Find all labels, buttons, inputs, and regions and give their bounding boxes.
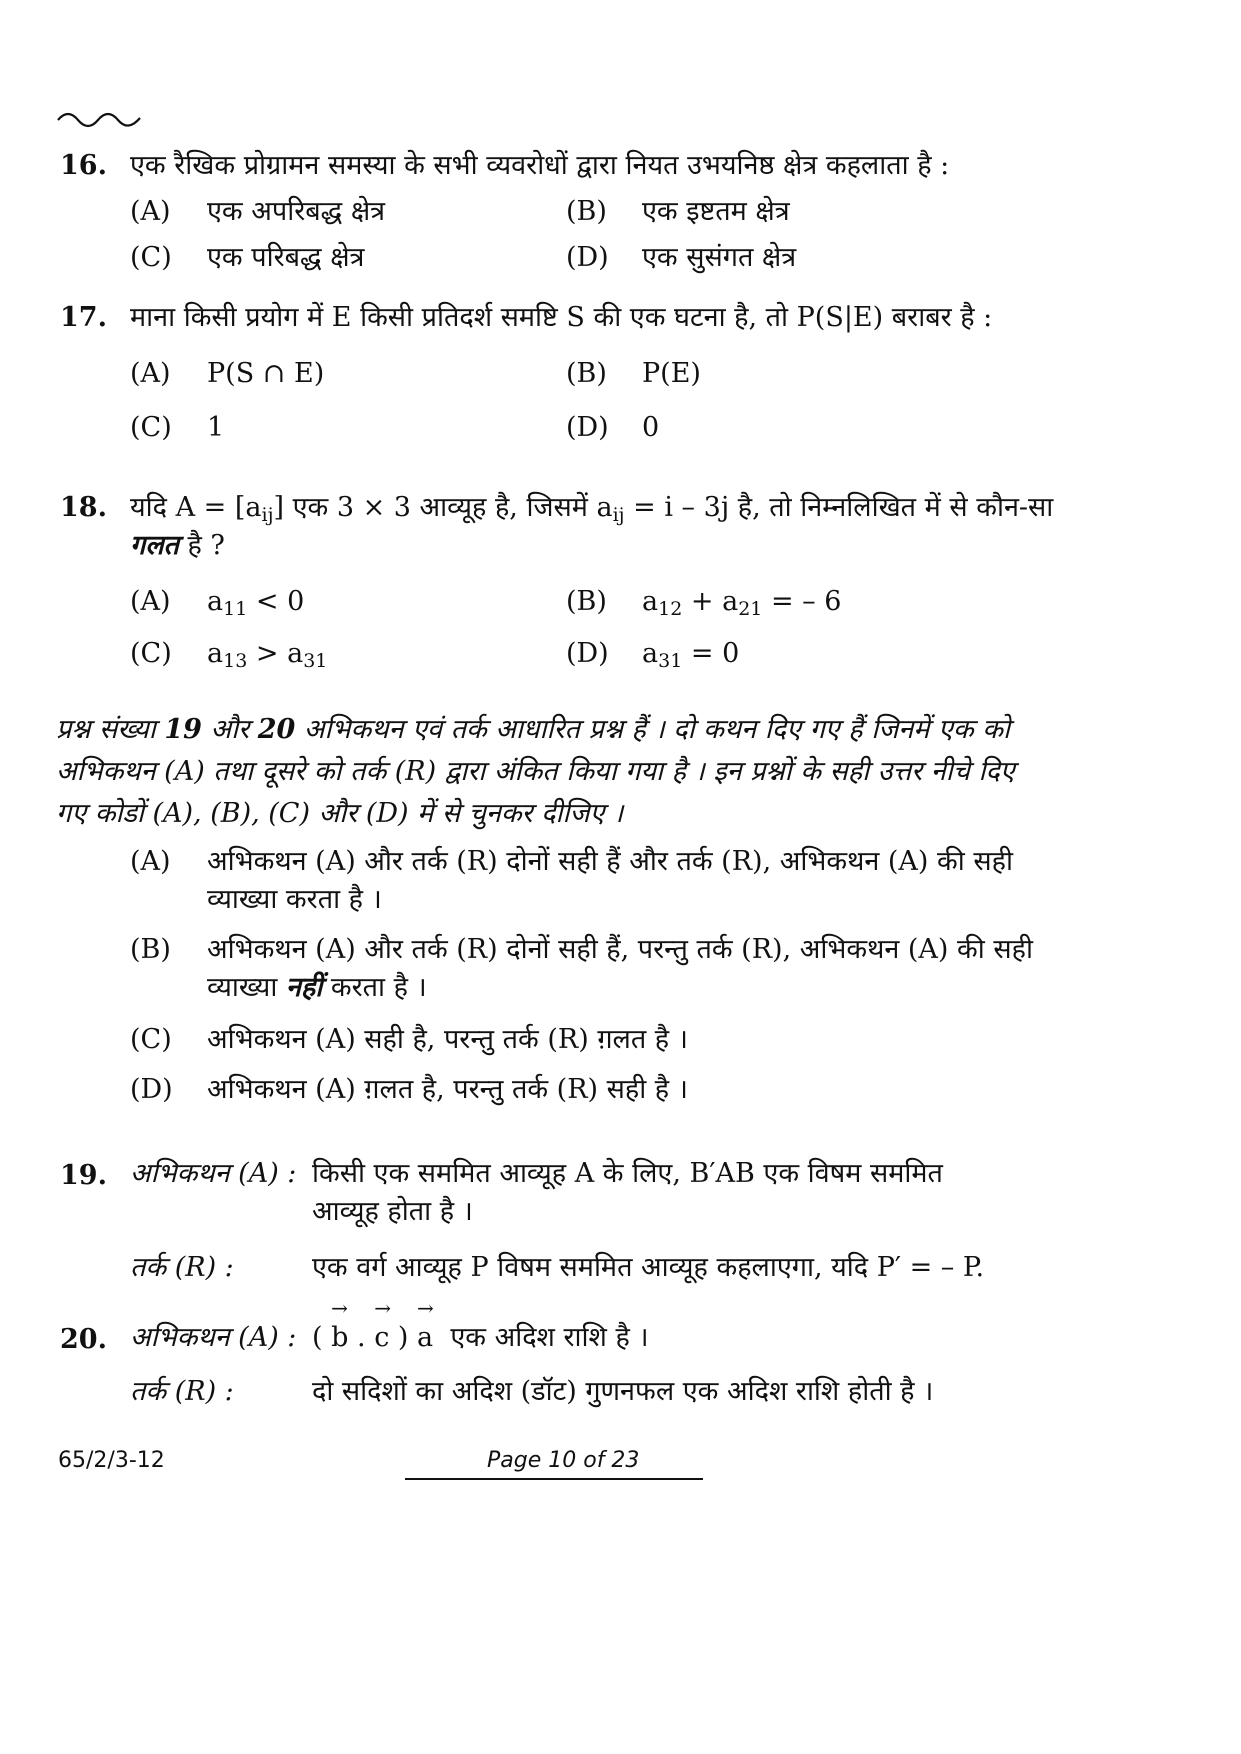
q20-reason-text: दो सदिशों का अदिश (डॉट) गुणनफल एक अदिश राशि होती है । [312, 1376, 934, 1407]
q16-option-d-text: एक सुसंगत क्षेत्र [642, 242, 797, 273]
q18-option-d-text: $a_{31} = 0$ [642, 638, 740, 672]
q16-option-b-label: (B) [566, 196, 607, 227]
q16-text: एक रैखिक प्रोग्रामन समस्या के सभी व्यवरोधों द्वारा नियत उभयनिष्ठ क्षेत्र कहलाता है : [130, 150, 950, 181]
q17-option-b-label: (B) [566, 358, 607, 389]
q19-number: 19. [60, 1160, 107, 1191]
paper-code: 65/2/3-12 [58, 1448, 165, 1473]
q17-option-b-text: P(E) [642, 358, 701, 389]
code-b-line1: अभिकथन (A) और तर्क (R) दोनों सही हैं, परन्तु तर्क (R), अभिकथन (A) की सही [207, 934, 1033, 965]
q18-number: 18. [60, 492, 107, 523]
q19-assertion-line2: आव्यूह होता है । [312, 1196, 473, 1227]
q18-option-c-text: $a_{13} > a_{31}$ [207, 638, 328, 672]
q16-number: 16. [60, 150, 107, 181]
q17-option-c-label: (C) [130, 412, 172, 443]
q18-option-b-text: $a_{12} + a_{21}$ = – 6 [642, 586, 842, 620]
vector-a: → a [417, 1320, 433, 1356]
code-b-label: (B) [130, 934, 171, 965]
q20-reason-label: तर्क (R) : [130, 1376, 234, 1407]
q20-number: 20. [60, 1324, 107, 1355]
q19-reason-text: एक वर्ग आव्यूह P विषम सममित आव्यूह कहलाएगा, यदि P′ = – P. [312, 1252, 985, 1283]
q20-assertion-label: अभिकथन (A) : [130, 1322, 297, 1353]
instructions-line3: गए कोडों (A), (B), (C) और (D) में से चुनकर दीजिए । [56, 798, 624, 829]
q17-number: 17. [60, 302, 107, 333]
q16-option-c-text: एक परिबद्ध क्षेत्र [207, 242, 365, 273]
q16-option-d-label: (D) [566, 242, 609, 273]
q19-assertion-label: अभिकथन (A) : [130, 1158, 297, 1189]
q18-option-a-label: (A) [130, 586, 171, 617]
q20-assertion-text: ( → b . → c ) → a एक अदिश राशि है । [312, 1320, 649, 1356]
q17-option-a-label: (A) [130, 358, 171, 389]
q18-option-a-text: $a_{11} < 0$ [207, 586, 305, 620]
q16-option-a-text: एक अपरिबद्ध क्षेत्र [207, 196, 386, 227]
q17-option-d-label: (D) [566, 412, 609, 443]
q19-reason-label: तर्क (R) : [130, 1252, 234, 1283]
wave-mark-icon [56, 108, 146, 128]
q18-option-c-label: (C) [130, 638, 172, 669]
q18-text-line1: यदि $A = [a_{ij}]$ एक 3 × 3 आव्यूह है, जिसमें $a_{ij} = i - 3j$ है, तो निम्नलिखित में से कौन-सा [130, 492, 1054, 526]
q17-option-c-text: 1 [207, 412, 225, 443]
q19-assertion-line1: किसी एक सममित आव्यूह A के लिए, B′AB एक विषम सममित [312, 1158, 943, 1189]
code-b-emphasis: नहीं [285, 972, 323, 1003]
q17-option-a-text: P(S ∩ E) [207, 358, 325, 389]
q17-option-d-text: 0 [642, 412, 660, 443]
vector-b: → b [331, 1320, 348, 1356]
vector-c: → c [374, 1320, 389, 1356]
code-b-line2: व्याख्या नहीं करता है । [207, 972, 427, 1003]
q18-option-b-label: (B) [566, 586, 607, 617]
code-c-label: (C) [130, 1024, 172, 1055]
q16-option-c-label: (C) [130, 242, 172, 273]
code-d-line1: अभिकथन (A) ग़लत है, परन्तु तर्क (R) सही है । [207, 1074, 688, 1105]
q16-option-b-text: एक इष्टतम क्षेत्र [642, 196, 790, 227]
instructions-line1: प्रश्न संख्या 19 और 20 अभिकथन एवं तर्क आधारित प्रश्न हैं । दो कथन दिए गए हैं जिनमें एक को [56, 714, 1010, 745]
page-number: Page 10 of 23 [487, 1448, 640, 1473]
q17-text: माना किसी प्रयोग में E किसी प्रतिदर्श समष्टि S की एक घटना है, तो P(S|E) बराबर है : [130, 302, 993, 333]
instructions-line2: अभिकथन (A) तथा दूसरे को तर्क (R) द्वारा अंकित किया गया है । इन प्रश्नों के सही उत्तर नीचे दिए [56, 756, 1015, 787]
code-d-label: (D) [130, 1074, 173, 1105]
q18-option-d-label: (D) [566, 638, 609, 669]
code-a-label: (A) [130, 846, 171, 877]
q18-text-line2: गलत है ? [130, 530, 225, 561]
footer-rule [405, 1478, 703, 1480]
q16-option-a-label: (A) [130, 196, 171, 227]
code-a-line1: अभिकथन (A) और तर्क (R) दोनों सही हैं और तर्क (R), अभिकथन (A) की सही [207, 846, 1013, 877]
code-c-line1: अभिकथन (A) सही है, परन्तु तर्क (R) ग़लत है । [207, 1024, 688, 1055]
q18-emphasis: गलत [130, 530, 179, 561]
code-a-line2: व्याख्या करता है । [207, 884, 382, 915]
